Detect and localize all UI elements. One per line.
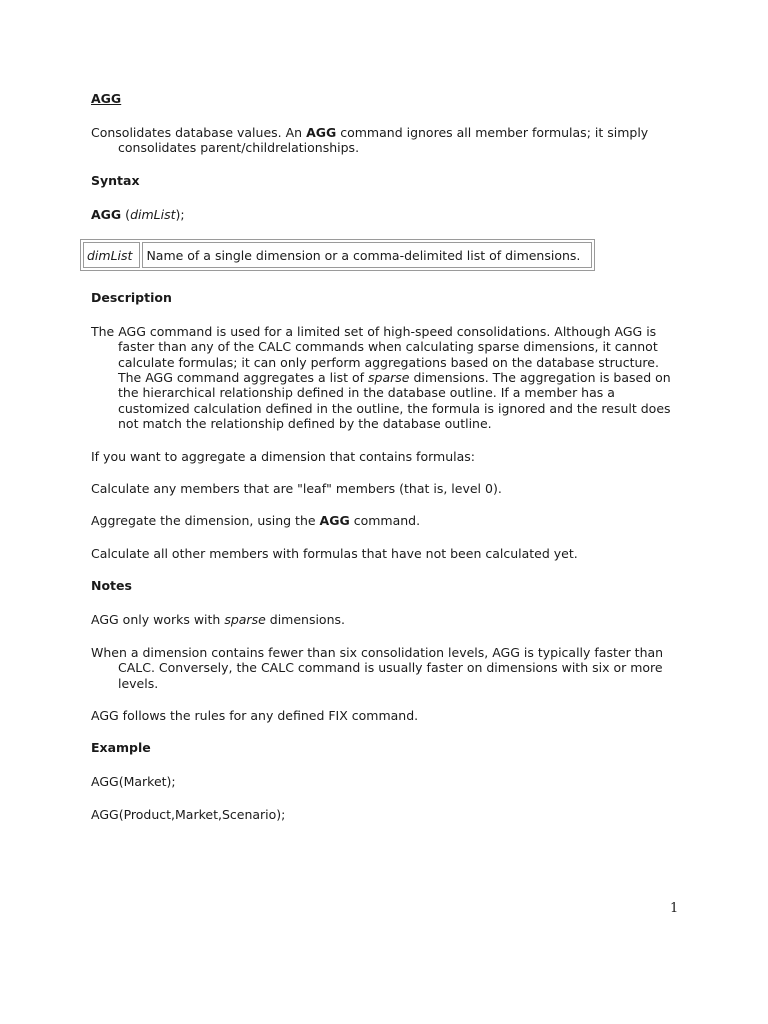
- step-2: Aggregate the dimension, using the AGG command.: [91, 513, 421, 529]
- example-code-2: AGG(Product,Market,Scenario);: [91, 807, 286, 823]
- example-heading: Example: [91, 740, 151, 756]
- notes-heading: Notes: [91, 578, 132, 594]
- step-3: Calculate all other members with formulas that have not been calculated yet.: [91, 545, 578, 561]
- syntax-line: AGG (dimList);: [91, 206, 185, 222]
- sparse-term: sparse: [368, 370, 410, 386]
- argument-name-cell: dimList: [83, 242, 140, 268]
- sparse-term: sparse: [224, 612, 266, 628]
- formulas-intro: If you want to aggregate a dimension that contains formulas:: [91, 448, 475, 464]
- note-2: When a dimension contains fewer than six consolidation levels, AGG is typically faster than CALC. Conversely, the CALC command is usually faster on dimensions with six or more levels.: [91, 644, 664, 691]
- argument-description-cell: Name of a single dimension or a comma-delimited list of dimensions.: [142, 242, 592, 268]
- syntax-argument: dimList: [130, 206, 176, 222]
- page-title: AGG: [91, 91, 122, 106]
- description-heading: Description: [91, 289, 172, 305]
- step-1: Calculate any members that are "leaf" members (that is, level 0).: [91, 481, 502, 497]
- document-page: [87, 91, 681, 840]
- agg-keyword: AGG: [306, 125, 337, 140]
- example-code-1: AGG(Market);: [91, 774, 176, 790]
- description-paragraph: The AGG command is used for a limited set of high-speed consolidations. Although AGG is faster than any of the CALC commands when calculating sparse dimensions, it cannot calculate formulas; it can only perform aggregations based on the database structure. The AGG command aggregates a list of sparse dimensions. The aggregation is based on the hierarchical relationship defined in the database outline. If a member has a customized calculation defined in the outline, the formula is ignored and the result does not match the relationship defined by the database outline.: [91, 323, 671, 432]
- agg-keyword: AGG: [319, 513, 350, 529]
- page-number: 1: [670, 901, 679, 916]
- table-row: [83, 242, 592, 268]
- intro-paragraph: Consolidates database values. An AGG command ignores all member formulas; it simply consolidates parent/childrelationships.: [91, 125, 649, 156]
- syntax-command: AGG: [91, 206, 122, 222]
- note-3: AGG follows the rules for any defined FIX command.: [91, 707, 419, 723]
- note-1: AGG only works with sparse dimensions.: [91, 612, 345, 628]
- syntax-heading: Syntax: [91, 172, 140, 188]
- arguments-table: [80, 239, 595, 271]
